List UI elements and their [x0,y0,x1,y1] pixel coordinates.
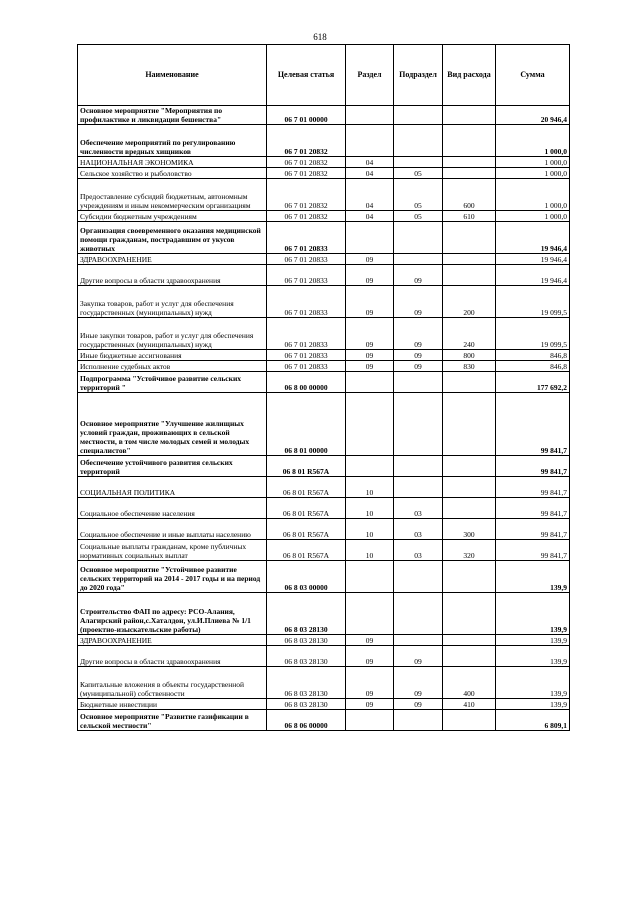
cell-amount: 99 841,7 [496,393,570,456]
cell-name: Предоставление субсидий бюджетным, автономным учреждениям и иным некоммерческим организациям [78,179,267,211]
cell-code: 06 7 01 20832 [267,211,346,222]
cell-section: 04 [346,211,394,222]
table-row [78,393,570,456]
table-header [78,45,570,106]
table-row [78,265,570,286]
cell-code: 06 8 03 28130 [267,699,346,710]
table-row [78,318,570,350]
cell-amount: 139,9 [496,667,570,699]
cell-name: Иные закупки товаров, работ и услуг для обеспечения государственных (муниципальных) нужд [78,318,267,350]
page-number: 618 [313,32,327,42]
cell-subsection: 09 [394,361,443,372]
cell-amount: 1 000,0 [496,179,570,211]
cell-section: 09 [346,646,394,667]
cell-amount: 19 946,4 [496,222,570,254]
cell-name: Социальное обеспечение населения [78,498,267,519]
cell-name: Организация своевременного оказания медицинской помощи гражданам, пострадавшим от укусов животных [78,222,267,254]
cell-subsection [394,157,443,168]
table-row [78,456,570,477]
cell-name: Другие вопросы в области здравоохранения [78,265,267,286]
cell-amount: 19 099,5 [496,318,570,350]
table-row [78,211,570,222]
cell-code: 06 8 01 R567A [267,456,346,477]
cell-amount: 846,8 [496,361,570,372]
cell-expense-type: 410 [443,699,496,710]
cell-subsection [394,710,443,731]
cell-name: ЗДРАВООХРАНЕНИЕ [78,254,267,265]
cell-section: 10 [346,498,394,519]
cell-name: Социальное обеспечение и иные выплаты населению [78,519,267,540]
header-code: Целевая статья [267,45,346,106]
cell-subsection [394,477,443,498]
cell-expense-type [443,646,496,667]
cell-expense-type: 610 [443,211,496,222]
cell-amount: 6 809,1 [496,710,570,731]
cell-code: 06 7 01 20833 [267,350,346,361]
table-row [78,372,570,393]
cell-subsection: 03 [394,498,443,519]
cell-code: 06 7 01 20832 [267,168,346,179]
cell-name: Обеспечение устойчивого развития сельских территорий [78,456,267,477]
header-subsection: Подраздел [394,45,443,106]
cell-subsection: 09 [394,646,443,667]
cell-code: 06 7 01 20832 [267,179,346,211]
table-row [78,179,570,211]
table-row [78,350,570,361]
header-expense-type: Вид расхода [443,45,496,106]
cell-expense-type: 240 [443,318,496,350]
cell-subsection [394,372,443,393]
cell-amount: 99 841,7 [496,477,570,498]
table-row [78,561,570,593]
cell-expense-type: 800 [443,350,496,361]
table-row [78,646,570,667]
cell-amount: 139,9 [496,593,570,635]
cell-name: Основное мероприятие "Улучшение жилищных условий граждан, проживающих в сельской местности, в том числе молодых семей и молодых специалистов" [78,393,267,456]
cell-expense-type [443,157,496,168]
cell-name: Капитальные вложения в объекты государственной (муниципальной) собственности [78,667,267,699]
cell-amount: 99 841,7 [496,519,570,540]
cell-amount: 19 099,5 [496,286,570,318]
cell-expense-type [443,168,496,179]
cell-amount: 1 000,0 [496,211,570,222]
cell-subsection: 05 [394,179,443,211]
cell-section: 10 [346,477,394,498]
cell-section [346,593,394,635]
cell-name: Основное мероприятие "Развитие газификации в сельской местности" [78,710,267,731]
cell-section [346,456,394,477]
table-row [78,699,570,710]
cell-name: Бюджетные инвестиции [78,699,267,710]
cell-section: 09 [346,635,394,646]
cell-section: 10 [346,540,394,561]
cell-code: 06 7 01 20832 [267,157,346,168]
table-row [78,540,570,561]
cell-expense-type [443,710,496,731]
cell-subsection [394,106,443,125]
table-row [78,222,570,254]
cell-subsection: 09 [394,350,443,361]
cell-code: 06 8 01 R567A [267,540,346,561]
cell-section: 09 [346,699,394,710]
table-body [78,106,570,731]
cell-code: 06 8 03 00000 [267,561,346,593]
cell-name: НАЦИОНАЛЬНАЯ ЭКОНОМИКА [78,157,267,168]
cell-name: Сельское хозяйство и рыболовство [78,168,267,179]
cell-subsection: 09 [394,286,443,318]
cell-subsection: 03 [394,519,443,540]
cell-expense-type: 320 [443,540,496,561]
cell-section: 04 [346,179,394,211]
cell-name: Строительство ФАП по адресу: РСО-Алания, Алагирский район,с.Хаталдон, ул.И.Плиева № 1/1 (проектно-изыскательские работы) [78,593,267,635]
cell-subsection [394,593,443,635]
cell-code: 06 8 00 00000 [267,372,346,393]
cell-subsection: 09 [394,318,443,350]
cell-code: 06 8 03 28130 [267,593,346,635]
cell-amount: 1 000,0 [496,168,570,179]
cell-amount: 177 692,2 [496,372,570,393]
header-name: Наименование [78,45,267,106]
cell-section: 09 [346,286,394,318]
cell-subsection: 09 [394,699,443,710]
cell-name: Основное мероприятие "Мероприятия по профилактике и ликвидации бешенства" [78,106,267,125]
cell-expense-type: 200 [443,286,496,318]
cell-subsection: 03 [394,540,443,561]
cell-amount: 139,9 [496,646,570,667]
cell-code: 06 7 01 20833 [267,361,346,372]
cell-amount: 1 000,0 [496,157,570,168]
cell-code: 06 8 03 28130 [267,646,346,667]
cell-expense-type [443,561,496,593]
cell-section: 09 [346,361,394,372]
cell-name: Основное мероприятие "Устойчивое развитие сельских территорий на 2014 - 2017 годы и на период до 2020 года" [78,561,267,593]
cell-code: 06 7 01 00000 [267,106,346,125]
cell-code: 06 8 06 00000 [267,710,346,731]
cell-code: 06 7 01 20833 [267,265,346,286]
cell-code: 06 8 01 R567A [267,498,346,519]
cell-expense-type [443,106,496,125]
cell-section: 09 [346,254,394,265]
cell-subsection [394,125,443,157]
table-row [78,593,570,635]
cell-section: 09 [346,667,394,699]
cell-code: 06 7 01 20832 [267,125,346,157]
cell-amount: 846,8 [496,350,570,361]
table-row [78,498,570,519]
table-row [78,286,570,318]
cell-amount: 139,9 [496,699,570,710]
cell-section: 09 [346,318,394,350]
cell-section [346,710,394,731]
table-row [78,635,570,646]
header-amount: Сумма [496,45,570,106]
cell-section: 04 [346,157,394,168]
cell-expense-type: 300 [443,519,496,540]
cell-amount: 19 946,4 [496,254,570,265]
table-row [78,710,570,731]
cell-section: 10 [346,519,394,540]
cell-subsection: 09 [394,265,443,286]
cell-subsection: 05 [394,211,443,222]
cell-expense-type [443,372,496,393]
cell-expense-type: 830 [443,361,496,372]
cell-section: 09 [346,265,394,286]
table-row [78,477,570,498]
cell-expense-type [443,635,496,646]
cell-code: 06 8 01 R567A [267,477,346,498]
budget-table [77,44,570,731]
cell-subsection [394,456,443,477]
cell-code: 06 8 03 28130 [267,635,346,646]
cell-subsection [394,393,443,456]
cell-section [346,372,394,393]
cell-name: СОЦИАЛЬНАЯ ПОЛИТИКА [78,477,267,498]
cell-amount: 139,9 [496,561,570,593]
cell-code: 06 8 03 28130 [267,667,346,699]
cell-section [346,561,394,593]
table-row [78,157,570,168]
cell-name: Другие вопросы в области здравоохранения [78,646,267,667]
cell-amount: 99 841,7 [496,498,570,519]
cell-name: Исполнение судебных актов [78,361,267,372]
cell-expense-type [443,265,496,286]
cell-expense-type [443,125,496,157]
cell-expense-type [443,593,496,635]
table-row [78,125,570,157]
cell-section [346,222,394,254]
cell-section [346,125,394,157]
cell-subsection [394,222,443,254]
cell-code: 06 7 01 20833 [267,254,346,265]
cell-subsection: 09 [394,667,443,699]
cell-section [346,393,394,456]
cell-code: 06 8 01 00000 [267,393,346,456]
cell-name: Обеспечение мероприятий по регулированию численности вредных хищников [78,125,267,157]
cell-subsection [394,635,443,646]
cell-amount: 99 841,7 [496,540,570,561]
table-row [78,361,570,372]
cell-expense-type [443,456,496,477]
cell-subsection [394,254,443,265]
cell-section: 09 [346,350,394,361]
cell-name: Субсидии бюджетным учреждениям [78,211,267,222]
table-row [78,254,570,265]
cell-expense-type [443,477,496,498]
cell-code: 06 7 01 20833 [267,222,346,254]
cell-expense-type [443,498,496,519]
cell-expense-type: 400 [443,667,496,699]
cell-name: Подпрограмма "Устойчивое развитие сельских территорий " [78,372,267,393]
cell-amount: 20 946,4 [496,106,570,125]
table-row [78,106,570,125]
table-row [78,519,570,540]
cell-expense-type [443,254,496,265]
cell-name: Закупка товаров, работ и услуг для обеспечения государственных (муниципальных) нужд [78,286,267,318]
cell-code: 06 7 01 20833 [267,286,346,318]
cell-amount: 1 000,0 [496,125,570,157]
table-row [78,168,570,179]
cell-expense-type: 600 [443,179,496,211]
cell-expense-type [443,222,496,254]
cell-subsection: 05 [394,168,443,179]
cell-amount: 139,9 [496,635,570,646]
cell-expense-type [443,393,496,456]
cell-name: Социальные выплаты гражданам, кроме публичных нормативных социальных выплат [78,540,267,561]
cell-amount: 19 946,4 [496,265,570,286]
cell-code: 06 7 01 20833 [267,318,346,350]
cell-section [346,106,394,125]
cell-section: 04 [346,168,394,179]
header-section: Раздел [346,45,394,106]
cell-code: 06 8 01 R567A [267,519,346,540]
cell-name: Иные бюджетные ассигнования [78,350,267,361]
cell-amount: 99 841,7 [496,456,570,477]
cell-name: ЗДРАВООХРАНЕНИЕ [78,635,267,646]
table-row [78,667,570,699]
cell-subsection [394,561,443,593]
